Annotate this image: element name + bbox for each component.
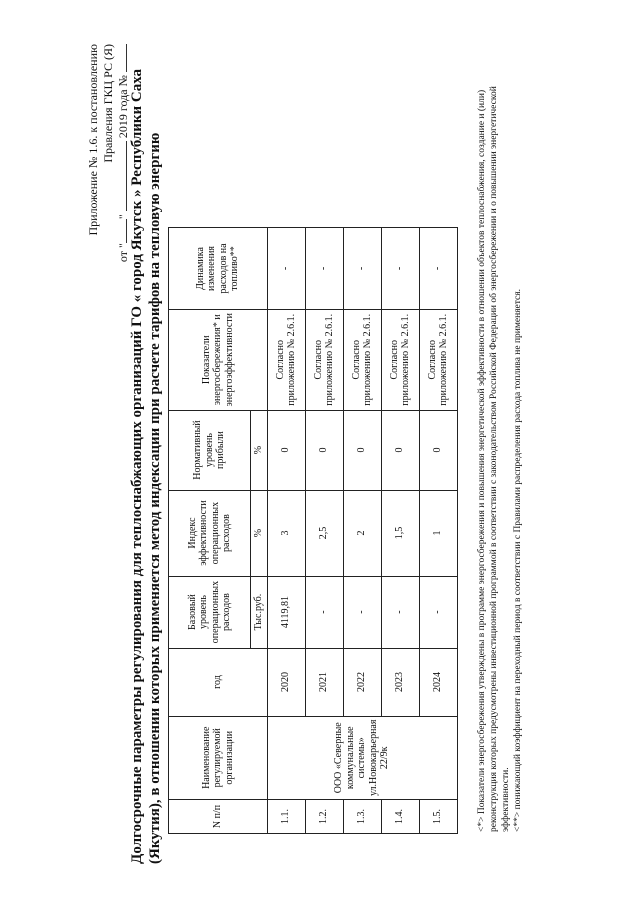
- row-number: 1.2.: [305, 800, 343, 834]
- year-text: 2019 года №: [116, 75, 130, 139]
- row-base: 4119,81: [267, 576, 305, 648]
- col-header-n: N п/п: [169, 800, 268, 834]
- row-fuel: -: [305, 227, 343, 309]
- date-prefix: от ": [116, 243, 130, 263]
- row-number: 1.1.: [267, 800, 305, 834]
- row-index: 2,5: [305, 490, 343, 576]
- parameters-table: [168, 227, 458, 834]
- row-profit: 0: [305, 410, 343, 490]
- row-number: 1.4.: [381, 800, 419, 834]
- unit-percent: %: [251, 410, 268, 490]
- row-number: 1.3.: [343, 800, 381, 834]
- row-base: -: [381, 576, 419, 648]
- appendix-line: Приложение № 1.6. к постановлению: [86, 44, 100, 236]
- row-profit: 0: [343, 410, 381, 490]
- row-year: 2024: [419, 648, 457, 716]
- row-profit: 0: [267, 410, 305, 490]
- row-profit: 0: [381, 410, 419, 490]
- date-quote: ": [116, 214, 130, 220]
- col-header-base-level: Базовый уровень операционных расходов: [169, 576, 251, 648]
- footnotes: [476, 42, 524, 832]
- day-blank: [126, 219, 127, 243]
- col-header-year: год: [169, 648, 268, 716]
- row-year: 2022: [343, 648, 381, 716]
- row-energy: Согласно приложению № 2.6.1.: [343, 309, 381, 410]
- col-header-energy-saving: Показатели энергосбережения* и энергоэффективности: [169, 309, 268, 410]
- row-profit: 0: [419, 410, 457, 490]
- row-energy: Согласно приложению № 2.6.1.: [381, 309, 419, 410]
- row-base: -: [419, 576, 457, 648]
- organization-name: ООО «Северные коммунальные системы» ул.Новокарьерная 22/9к: [267, 716, 457, 799]
- row-fuel: -: [267, 227, 305, 309]
- row-fuel: -: [419, 227, 457, 309]
- table-row: [267, 227, 305, 833]
- number-blank: [126, 44, 127, 72]
- row-index: 3: [267, 490, 305, 576]
- unit-percent: %: [251, 490, 268, 576]
- footnote-fuel: <**> понижающий коэффициент на переходный период в соответствии с Правилами распределения расхода топлива не применяется.: [513, 288, 523, 832]
- footnote-energy-saving: <*> Показатели энергосбережения утверждены в программе энергосбережения и повышения энергетической эффективности в отношении объектов теплоснабжения, создание и (или) реконструкция которых предусмотрены инвестиционной программой в соответствии с законодательством Российской Федерации об энергосбережении и о повышении энергетической эффективности.: [477, 86, 511, 832]
- row-year: 2021: [305, 648, 343, 716]
- row-fuel: -: [381, 227, 419, 309]
- authority-line: Правления ГКЦ РС (Я): [101, 44, 115, 163]
- row-energy: Согласно приложению № 2.6.1.: [419, 309, 457, 410]
- row-year: 2020: [267, 648, 305, 716]
- row-number: 1.5.: [419, 800, 457, 834]
- col-header-organization: Наименование регулируемой организации: [169, 716, 268, 799]
- row-energy: Согласно приложению № 2.6.1.: [305, 309, 343, 410]
- col-header-fuel-dynamics: Динамика изменения расходов на топливо**: [169, 227, 268, 309]
- col-header-profit: Нормативный уровень прибыли: [169, 410, 251, 490]
- row-base: -: [305, 576, 343, 648]
- col-header-efficiency-index: Индекс эффективности операционных расходов: [169, 490, 251, 576]
- row-base: -: [343, 576, 381, 648]
- document-title: Долгосрочные параметры регулирования для теплоснабжающих организаций ГО « город Якутск » Республики Саха (Якутия), в отношении которых применяется метод индексации при расчете тарифов на тепловую энергию: [129, 68, 163, 864]
- row-index: 2: [343, 490, 381, 576]
- rotated-landscape-sheet: [80, 32, 560, 872]
- row-year: 2023: [381, 648, 419, 716]
- month-blank: [126, 141, 127, 211]
- row-fuel: -: [343, 227, 381, 309]
- row-index: 1,5: [381, 490, 419, 576]
- row-energy: Согласно приложению № 2.6.1.: [267, 309, 305, 410]
- row-index: 1: [419, 490, 457, 576]
- unit-thousand-rub: Тыс.руб.: [251, 576, 268, 648]
